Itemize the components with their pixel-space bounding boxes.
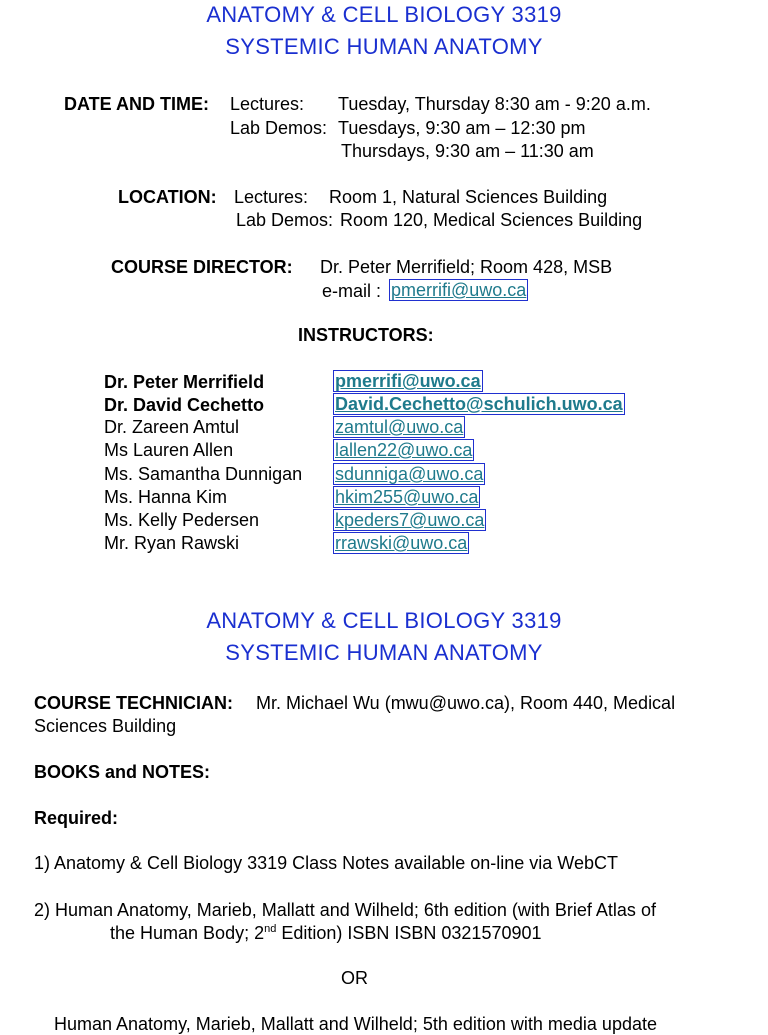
- book-item-1: 1) Anatomy & Cell Biology 3319 Class Notes available on-line via WebCT: [34, 853, 618, 873]
- course-subtitle-repeat: SYSTEMIC HUMAN ANATOMY: [225, 640, 543, 665]
- instructor-name: Dr. David Cechetto: [104, 395, 265, 415]
- instructor-name: Dr. Zareen Amtul: [104, 417, 240, 437]
- location-label: LOCATION:: [118, 187, 217, 207]
- course-technician-info: Mr. Michael Wu (mwu@uwo.ca), Room 440, Medical: [256, 693, 676, 713]
- book-item-2-text: the Human Body; 2: [110, 923, 265, 943]
- course-director-label: COURSE DIRECTOR:: [111, 257, 293, 277]
- lectures-label: Lectures:: [230, 94, 305, 114]
- book-item-2: 2) Human Anatomy, Marieb, Mallatt and Wilheld; 6th edition (with Brief Atlas of: [34, 900, 656, 920]
- instructor-email-link[interactable]: sdunniga@uwo.ca: [335, 464, 484, 484]
- course-technician-label: COURSE TECHNICIAN:: [34, 693, 234, 713]
- director-email-link[interactable]: pmerrifi@uwo.ca: [391, 280, 527, 300]
- instructor-email-link[interactable]: David.Cechetto@schulich.uwo.ca: [335, 394, 623, 414]
- instructor-name: Dr. Peter Merrifield: [104, 372, 265, 392]
- book-item-2-isbn: Edition) ISBN ISBN 0321570901: [276, 923, 542, 943]
- instructor-email-link[interactable]: hkim255@uwo.ca: [335, 487, 479, 507]
- course-technician-info-cont: Sciences Building: [34, 716, 177, 736]
- instructor-email-link[interactable]: zamtul@uwo.ca: [335, 417, 464, 437]
- labs-time-tuesday: Tuesdays, 9:30 am – 12:30 pm: [338, 118, 586, 138]
- or-separator: OR: [341, 968, 368, 988]
- course-director-name: Dr. Peter Merrifield; Room 428, MSB: [320, 257, 613, 277]
- labs-label: Lab Demos:: [230, 118, 328, 138]
- location-lectures-room: Room 1, Natural Sciences Building: [329, 187, 608, 207]
- books-heading: BOOKS and NOTES:: [34, 762, 211, 782]
- instructor-email-link[interactable]: rrawski@uwo.ca: [335, 533, 468, 553]
- date-time-label: DATE AND TIME:: [64, 94, 209, 114]
- director-email-label: e-mail :: [322, 281, 382, 301]
- instructors-heading: INSTRUCTORS:: [298, 325, 434, 345]
- instructor-name: Ms. Hanna Kim: [104, 487, 228, 507]
- instructor-name: Mr. Ryan Rawski: [104, 533, 240, 553]
- instructor-name: Ms. Kelly Pedersen: [104, 510, 260, 530]
- instructor-email-link[interactable]: kpeders7@uwo.ca: [335, 510, 485, 530]
- course-title-repeat: ANATOMY & CELL BIOLOGY 3319: [206, 608, 562, 633]
- book-item-3: Human Anatomy, Marieb, Mallatt and Wilheld; 5th edition with media update: [54, 1014, 657, 1034]
- course-subtitle: SYSTEMIC HUMAN ANATOMY: [225, 34, 543, 59]
- instructor-name: Ms Lauren Allen: [104, 440, 234, 460]
- location-labs-room: Room 120, Medical Sciences Building: [340, 210, 643, 230]
- instructor-email-link[interactable]: pmerrifi@uwo.ca: [335, 371, 481, 391]
- course-title: ANATOMY & CELL BIOLOGY 3319: [206, 2, 562, 27]
- book-item-2-cont: [110, 922, 542, 944]
- location-lectures-label: Lectures:: [234, 187, 309, 207]
- instructor-name: Ms. Samantha Dunnigan: [104, 464, 303, 484]
- edition-superscript: nd: [264, 923, 277, 935]
- location-labs-label: Lab Demos:: [236, 210, 334, 230]
- instructor-email-link[interactable]: lallen22@uwo.ca: [335, 440, 473, 460]
- labs-time-thursday: Thursdays, 9:30 am – 11:30 am: [341, 141, 594, 161]
- required-heading: Required:: [34, 808, 119, 828]
- lectures-time: Tuesday, Thursday 8:30 am - 9:20 a.m.: [338, 94, 651, 114]
